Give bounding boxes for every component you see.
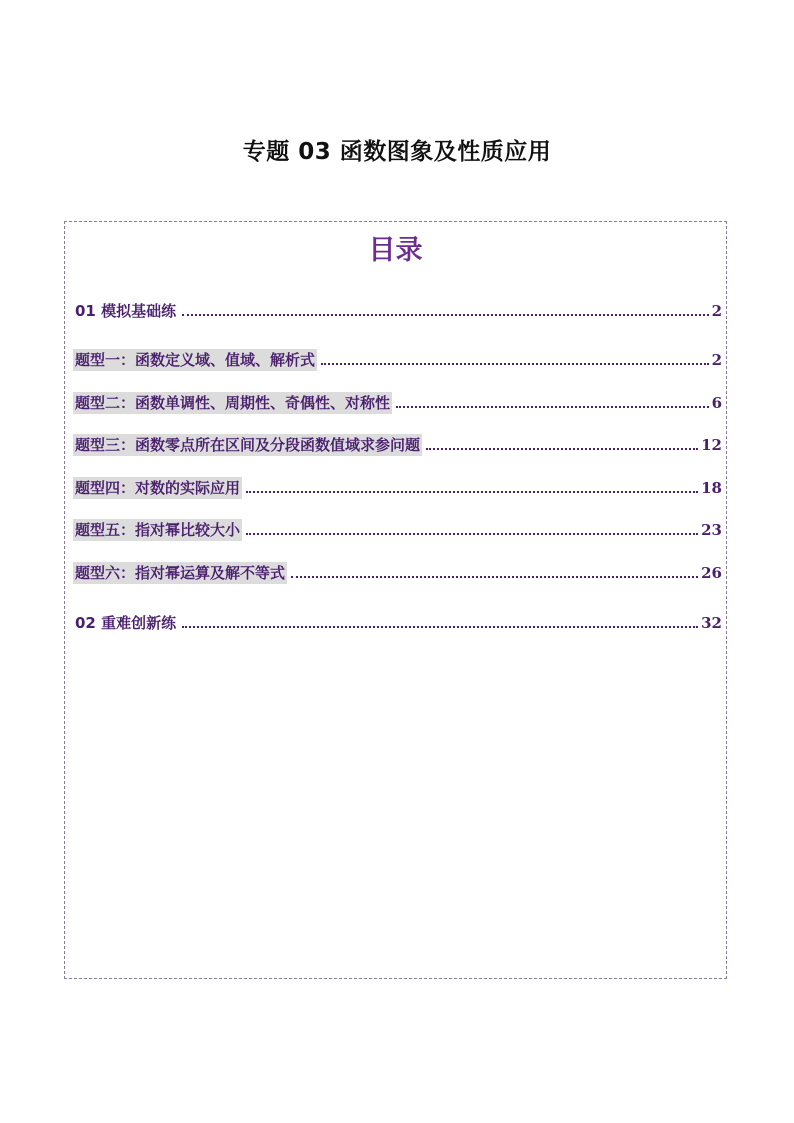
dot-leader <box>246 491 698 493</box>
toc-entry-label: 题型五：指对幂比较大小 <box>75 521 241 539</box>
toc-entry-page: 12 <box>701 436 722 454</box>
toc-entry-type-3[interactable] <box>73 430 722 456</box>
dot-leader <box>182 626 698 628</box>
dot-leader <box>246 533 698 535</box>
toc-entry-label: 题型四：对数的实际应用 <box>75 479 241 497</box>
toc-entry-type-2[interactable] <box>73 388 722 414</box>
toc-entry-label: 题型一：函数定义域、值域、解析式 <box>75 351 316 369</box>
toc-entry-label: 题型六：指对幂运算及解不等式 <box>75 564 286 582</box>
toc-entry-label: 01 模拟基础练 <box>75 302 177 320</box>
toc-entry-type-6[interactable] <box>73 558 722 584</box>
dot-leader <box>291 576 698 578</box>
toc-entry-label: 题型三：函数零点所在区间及分段函数值域求参问题 <box>75 436 421 454</box>
table-of-contents <box>64 221 727 979</box>
dot-leader <box>426 448 698 450</box>
document-title: 专题 03 函数图象及性质应用 <box>242 139 552 165</box>
toc-entry-page: 23 <box>701 521 722 539</box>
toc-entry-page: 2 <box>711 302 722 320</box>
toc-entry-page: 6 <box>711 394 722 412</box>
toc-entry-page: 2 <box>711 351 722 369</box>
dot-leader <box>182 314 708 316</box>
toc-entry-type-1[interactable] <box>73 345 722 371</box>
toc-heading: 目录 <box>368 235 423 266</box>
dot-leader <box>321 363 709 365</box>
dot-leader <box>396 406 709 408</box>
toc-entry-label: 题型二：函数单调性、周期性、奇偶性、对称性 <box>75 394 391 412</box>
toc-entry-type-5[interactable] <box>73 515 722 541</box>
toc-entry-page: 18 <box>701 479 722 497</box>
toc-entry-label: 02 重难创新练 <box>75 614 177 632</box>
toc-entry-section-01[interactable] <box>73 296 722 322</box>
toc-entry-page: 26 <box>701 564 722 582</box>
toc-entry-section-02[interactable] <box>73 608 722 634</box>
toc-entry-page: 32 <box>701 614 722 632</box>
toc-entry-type-4[interactable] <box>73 473 722 499</box>
